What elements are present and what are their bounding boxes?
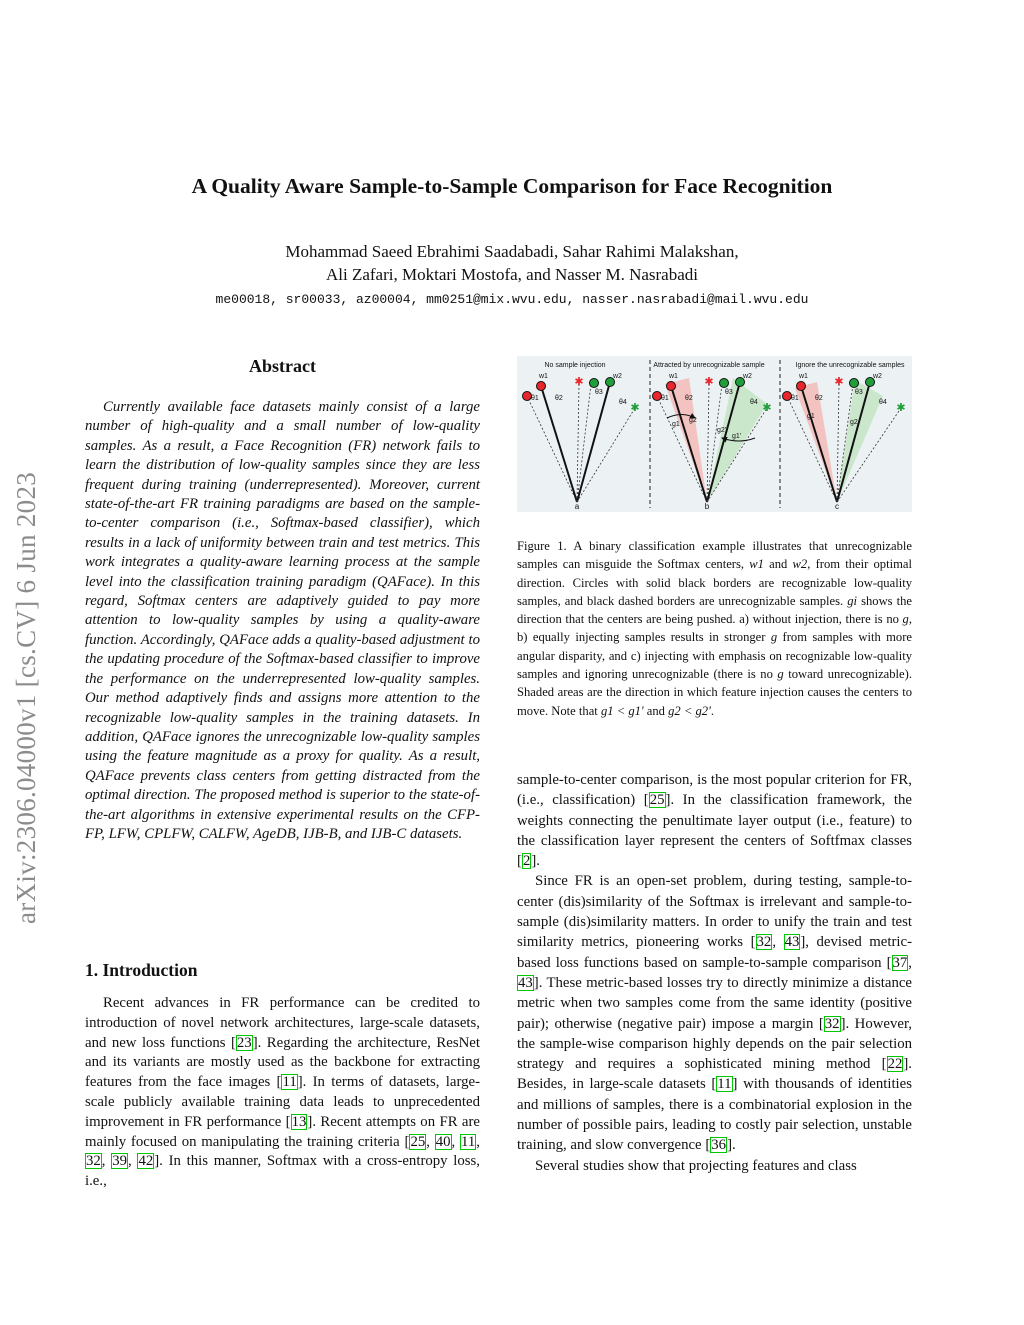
- center-w1-dot: [537, 382, 546, 391]
- panel-b-label: b: [704, 502, 710, 511]
- svg-text:θ4: θ4: [619, 399, 627, 406]
- citation-link[interactable]: 32: [824, 1015, 840, 1032]
- citation-link[interactable]: 43: [518, 974, 533, 991]
- right-paragraph-1: sample-to-center comparison, is the most popular criterion for FR, (i.e., classification) [25]. In the classification framework, the weights connecting the penultimate layer output (i.e., feature) to the classification layer represent the centers of Softfmax classes [2].: [517, 772, 913, 870]
- citation-link[interactable]: 11: [717, 1076, 732, 1093]
- center-w1-dot: [667, 382, 676, 391]
- panel-b: [653, 373, 772, 511]
- arxiv-identifier: arXiv:2306.04000v1 [cs.CV] 6 Jun 2023: [11, 471, 41, 924]
- citation-link[interactable]: 32: [756, 934, 772, 951]
- svg-text:θ4: θ4: [750, 399, 758, 406]
- citation-link[interactable]: 32: [86, 1153, 101, 1170]
- svg-text:θ2: θ2: [555, 395, 563, 402]
- svg-text:θ2: θ2: [815, 395, 823, 402]
- svg-text:g2: g2: [850, 419, 858, 426]
- figure-1-caption: Figure 1. A binary classification example illustrates that unrecognizable samples can misguide the Softmax centers, w1 and w2, from their optimal direction. Circles with solid black borders are recognizable low-quality samples, and black dashed borders are unrecognizable samples. gi shows the direction that the centers are being pushed. a) without injection, there is no g, b) equally injecting samples results in stronger g from samples with more angular disparity, and c) injecting with emphasis on recognizable low-quality samples and ignoring unrecognizable (there is no g toward unrecognizable). Shaded areas are the direction in which feature injection causes the centers to move. Note that g1 < g1' and g2 < g2'.: [517, 539, 912, 718]
- panel-c-title: Ignore the unrecognizable samples: [795, 362, 905, 369]
- svg-text:w2: w2: [613, 373, 622, 380]
- svg-text:✱: ✱: [834, 376, 844, 388]
- panel-c-label: c: [835, 502, 839, 511]
- svg-text:g1': g1': [732, 433, 742, 440]
- panel-c: [783, 373, 906, 511]
- citation-link[interactable]: 2: [522, 853, 531, 870]
- svg-text:g2': g2': [717, 427, 727, 434]
- unrecognizable-sample-red: ✱: [574, 376, 584, 388]
- svg-text:✱: ✱: [896, 402, 906, 414]
- citation-link[interactable]: 25: [649, 792, 665, 809]
- citation-link[interactable]: 11: [282, 1074, 297, 1091]
- citation-link[interactable]: 36: [711, 1137, 727, 1154]
- svg-text:✱: ✱: [762, 402, 772, 414]
- citation-link[interactable]: 13: [291, 1113, 307, 1130]
- author-list: [0, 240, 1024, 286]
- svg-text:w2: w2: [873, 373, 882, 380]
- authors-line-2: Ali Zafari, Moktari Mostofa, and Nasser M. Nasrabadi: [325, 265, 698, 284]
- panel-b-title: Attracted by unrecognizable sample: [653, 362, 765, 369]
- svg-text:g1: g1: [672, 421, 680, 428]
- svg-text:g1: g1: [807, 413, 815, 420]
- svg-text:θ2: θ2: [685, 395, 693, 402]
- svg-text:w1: w1: [799, 373, 808, 380]
- section-heading-introduction: 1. Introduction: [85, 960, 198, 980]
- figure-1-diagram: [517, 356, 912, 512]
- svg-text:g2: g2: [689, 417, 697, 424]
- authors-line-1: Mohammad Saeed Ebrahimi Saadabadi, Sahar Rahimi Malakshan,: [285, 242, 739, 261]
- citation-link[interactable]: 11: [461, 1133, 476, 1150]
- right-paragraph-2: Since FR is an open-set problem, during testing, sample-to-center (dis)similarity of the Softmax is irrelevant and sample-to-sample (dis)similarity matters. In order to unify the train and test similarity metrics, pioneering works [32, 43], devised metric-based loss functions based on sample-to-sample comparison [37, 43]. These metric-based losses try to directly minimize a distance metric when two samples come from the same identity (positive pair); otherwise (negative pair) impose a margin [32]. However, the sample-wise comparison highly depends on the pair selection strategy and requires a sophisticated mining method [22]. Besides, in large-scale datasets [11] with thousands of identities and millions of samples, there is a combinatorial explosion in the number of possible pairs, leading to costly pair selection, unstable training, and slow convergence [36].: [517, 873, 913, 1154]
- right-column-body: [517, 770, 912, 1176]
- svg-text:θ3: θ3: [595, 389, 603, 396]
- svg-text:θ1: θ1: [791, 395, 799, 402]
- author-emails: me00018, sr00033, az00004, mm0251@mix.wvu.edu, nasser.nasrabadi@mail.wvu.edu: [215, 292, 809, 307]
- center-w1-vector: [541, 386, 577, 502]
- panel-a-label: a: [574, 502, 580, 511]
- citation-link[interactable]: 39: [112, 1153, 128, 1170]
- right-paragraph-3: Several studies show that projecting features and class: [535, 1157, 857, 1174]
- svg-text:θ1: θ1: [531, 395, 539, 402]
- panel-a-title: No sample injection: [544, 362, 606, 369]
- svg-text:w2: w2: [743, 373, 752, 380]
- unrecognizable-sample-green: ✱: [630, 402, 640, 414]
- citation-link[interactable]: 37: [892, 954, 908, 971]
- abstract-heading: Abstract: [249, 356, 316, 376]
- svg-text:✱: ✱: [704, 376, 714, 388]
- abstract-text: Currently available face datasets mainly consist of a large number of high-quality and a small number of low-quality samples. As a result, a Face Recognition (FR) network fails to learn the distribution of low-quality samples since they are less frequent during training (underrepresented). Moreover, current state-of-the-art FR training paradigms are based on the sample-to-center comparison (i.e., Softmax-based classifier), which results in a lack of uniformity between train and test metrics. This work integrates a quality-aware learning process at the sample level into the classification training paradigm (QAFace). In this regard, Softmax centers are adaptively guided to pay more attention to low-quality samples by using a quality-aware function. Accordingly, QAFace adds a quality-based adjustment to the updating procedure of the Softmax-based classifier to improve the performance on the underrepresented low-quality samples. Our method adaptively finds and assigns more attention to the recognizable low-quality samples in the training datasets. In addition, QAFace ignores the unrecognizable low-quality samples using the feature magnitude as a proxy for quality. As a result, QAFace prevents class centers from getting distracted from the optimal direction. The proposed method is superior to the state-of-the-art algorithms in extensive experimental results on the CFP-FP, LFW, CPLFW, CALFW, AgeDB, IJB-B, and IJB-C datasets.: [85, 399, 480, 842]
- panel-a: [523, 373, 640, 511]
- intro-paragraph-1: Recent advances in FR performance can be credited to introduction of novel network architectures, large-scale datasets, and new loss functions [23]. Regarding the architecture, ResNet and its variants are mostly used as the backbone for extracting features from the face images [11]. In terms of datasets, large-scale publicly available training data leads to unprecedented improvement in FR performance [13]. Recent attempts on FR are mainly focused on manipulating the training criteria [25, 40, 11, 32, 39, 42]. In this manner, Softmax with a cross-entropy loss, i.e.,: [85, 995, 481, 1190]
- citation-link[interactable]: 23: [236, 1034, 252, 1051]
- svg-text:w1: w1: [539, 373, 548, 380]
- recognizable-sample-green: [590, 379, 599, 388]
- abstract-body: [85, 398, 480, 844]
- svg-text:θ4: θ4: [879, 399, 887, 406]
- svg-text:θ1: θ1: [661, 395, 669, 402]
- paper-title: A Quality Aware Sample-to-Sample Comparison for Face Recognition: [191, 174, 833, 198]
- citation-link[interactable]: 40: [435, 1133, 451, 1150]
- citation-link[interactable]: 22: [887, 1056, 903, 1073]
- svg-text:θ3: θ3: [725, 389, 733, 396]
- introduction-body: [85, 994, 480, 1192]
- citation-link[interactable]: 42: [138, 1153, 154, 1170]
- center-w2-vector: [577, 382, 610, 502]
- center-w1-dot: [797, 382, 806, 391]
- svg-text:θ3: θ3: [855, 389, 863, 396]
- shaded-area-green: [837, 380, 883, 502]
- citation-link[interactable]: 25: [410, 1133, 426, 1150]
- svg-text:w1: w1: [669, 373, 678, 380]
- citation-link[interactable]: 43: [784, 934, 800, 951]
